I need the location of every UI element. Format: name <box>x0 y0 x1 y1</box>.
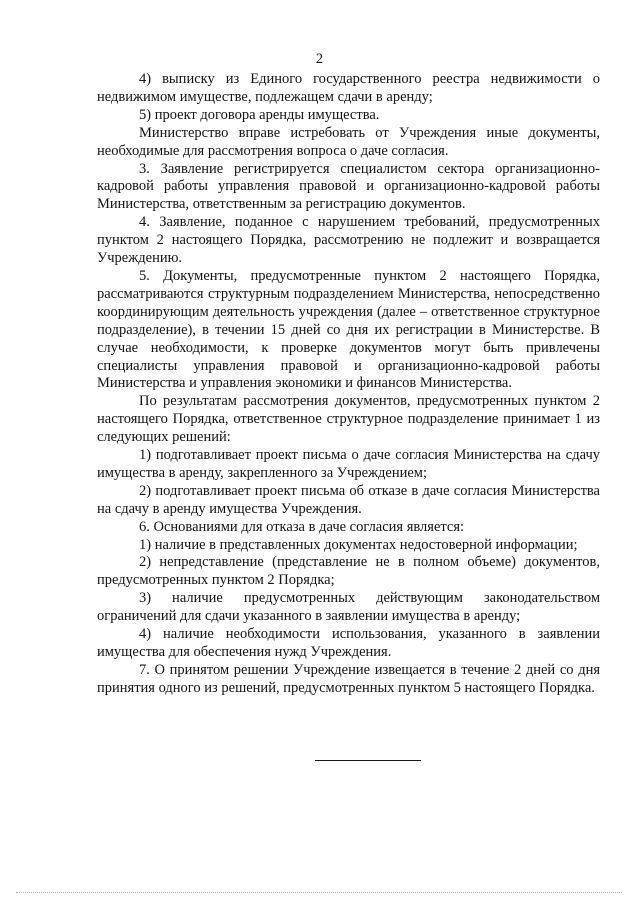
paragraph: 1) наличие в представленных документах недостоверной информации; <box>139 536 578 553</box>
paragraph: 5. Документы, предусмотренные пунктом 2 настоящего Порядка, рассматриваются структурным подразделением Министерства, непосредственно координирующим деятельность учреждения (далее – ответственное структурное подразделение), в течении 15 дней со дня их регистрации в Министерстве. В случае необходимости, к проверке документов могут быть привлечены специалисты управления правовой и организационно-кадровой работы Министерства и управления экономики и финансов Министерства. <box>97 267 600 392</box>
paragraph: 4) выписку из Единого государственного реестра недвижимости о недвижимом имуществе, подлежащем сдачи в аренду; <box>97 71 600 105</box>
paragraph: 4) наличие необходимости использования, указанного в заявлении имущества для обеспечения нужд Учреждения. <box>97 626 600 660</box>
paragraph: 4. Заявление, поданное с нарушением требований, предусмотренных пунктом 2 настоящего Порядка, рассмотрению не подлежит и возвращается Учреждению. <box>97 214 600 267</box>
paragraph: 2) подготавливает проект письма об отказе в даче согласия Министерства на сдачу в аренду имущества Учреждения. <box>97 482 600 517</box>
page-number: 2 <box>315 51 324 67</box>
paragraph: 7. О принятом решении Учреждение извещается в течение 2 дней со дня принятия одного из решений, предусмотренных пунктом 5 настоящего Порядка. <box>97 661 600 696</box>
paragraph: 1) подготавливает проект письма о даче согласия Министерства на сдачу имущества в аренду, закрепленного за Учреждением; <box>97 447 600 481</box>
paragraph: 3. Заявление регистрируется специалистом сектора организационно-кадровой работы управления правовой и организационно-кадровой работы Министерства, ответственным за регистрацию документов. <box>97 160 600 213</box>
paragraph: 5) проект договора аренды имущества. <box>139 106 380 123</box>
document-body <box>97 71 600 698</box>
paragraph: 6. Основаниями для отказа в даче согласия является: <box>139 518 465 535</box>
paragraph: По результатам рассмотрения документов, предусмотренных пунктом 2 настоящего Порядка, ответственное структурное подразделение принимает 1 из следующих решений: <box>97 393 600 446</box>
closing-rule <box>315 760 421 761</box>
scan-edge-line <box>16 892 622 893</box>
paragraph: Министерство вправе истребовать от Учреждения иные документы, необходимые для рассмотрения вопроса о даче согласия. <box>97 124 600 159</box>
paragraph: 2) непредставление (представление не в полном объеме) документов, предусмотренных пунктом 2 Порядка; <box>97 554 600 589</box>
paragraph: 3) наличие предусмотренных действующим законодательством ограничений для сдачи указанного в заявлении имущества в аренду; <box>97 590 600 625</box>
